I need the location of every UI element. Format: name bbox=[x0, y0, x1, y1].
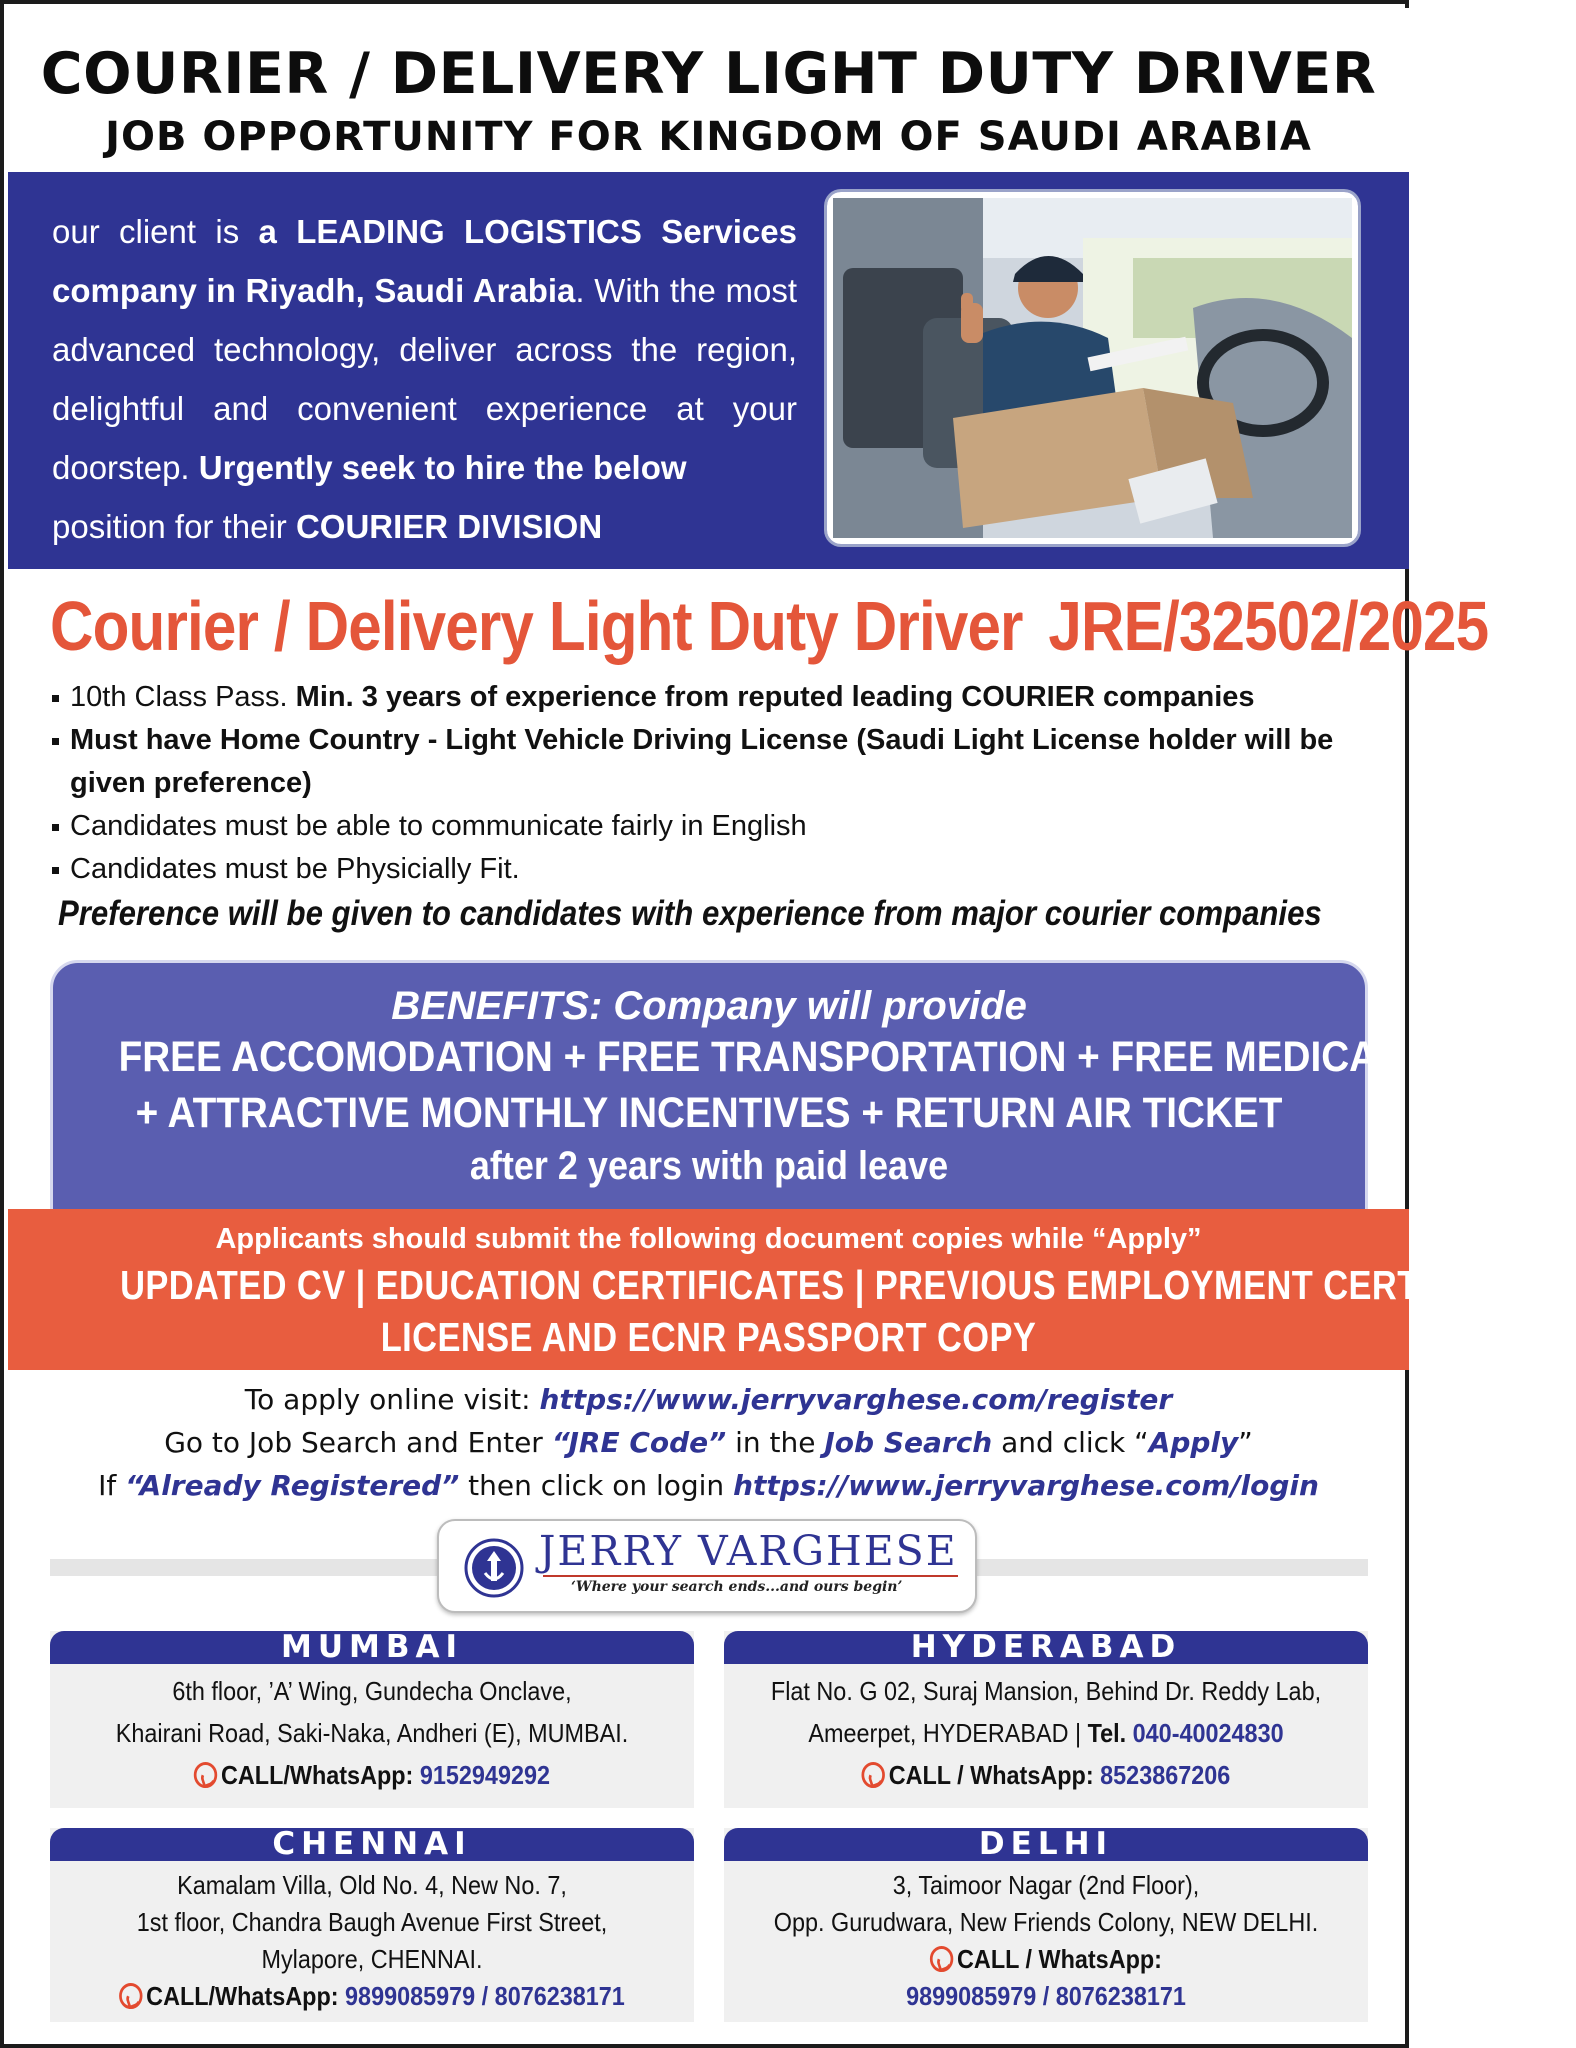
requirement-item: Candidates must be Physicially Fit. bbox=[50, 848, 1380, 891]
documents-heading: Applicants should submit the following document copies while “Apply” bbox=[215, 1223, 1202, 1255]
requirement-text: 10th Class Pass. bbox=[70, 681, 296, 713]
benefits-line: FREE ACCOMODATION + FREE TRANSPORTATION + FREE MEDICAL bbox=[118, 1033, 1401, 1081]
intro-panel bbox=[8, 172, 1409, 569]
office-hyderabad bbox=[724, 1631, 1368, 1808]
intro-part: position for their bbox=[52, 508, 296, 545]
logo-tagline: ‘Where your search ends...and ours begin’ bbox=[571, 1579, 903, 1595]
office-details bbox=[724, 1861, 1368, 2015]
call-label: CALL / WhatsApp: bbox=[957, 1944, 1162, 1974]
office-address: Khairani Road, Saki-Naka, Andheri (E), MUMBAI. bbox=[115, 1718, 629, 1748]
requirement-item bbox=[50, 676, 1380, 719]
requirement-bold: Min. 3 years of experience from reputed leading bbox=[295, 681, 962, 713]
company-logo bbox=[437, 1519, 977, 1613]
apply-text: If bbox=[98, 1469, 126, 1502]
intro-bold: COURIER DIVISION bbox=[295, 508, 603, 545]
office-city: HYDERABAD bbox=[724, 1631, 1368, 1664]
logo-name: JERRY VARGHESE bbox=[539, 1527, 958, 1575]
requirement-item: Must have Home Country - Light Vehicle Driving License (Saudi Light License holder will be given preference) bbox=[50, 719, 1380, 805]
apply-text: To apply online visit: bbox=[244, 1383, 540, 1416]
page-subtitle: JOB OPPORTUNITY FOR KINGDOM OF SAUDI ARABIA bbox=[105, 114, 1312, 160]
apply-line bbox=[8, 1378, 1409, 1421]
benefits-heading: BENEFITS: Company will provide bbox=[391, 984, 1027, 1028]
office-address: Mylapore, CHENNAI. bbox=[261, 1944, 483, 1974]
apply-text: and click “ bbox=[992, 1426, 1149, 1459]
login-link[interactable]: https://www.jerryvarghese.com/login bbox=[733, 1469, 1319, 1502]
benefits-panel bbox=[50, 960, 1401, 1214]
phone-number[interactable]: 9899085979 / 8076238171 bbox=[906, 1981, 1186, 2011]
job-title bbox=[50, 586, 1489, 666]
office-call bbox=[756, 1754, 1336, 1796]
office-details bbox=[724, 1664, 1368, 1796]
whatsapp-icon bbox=[119, 1983, 142, 2009]
logo-rule bbox=[543, 1575, 958, 1577]
benefits-line: after 2 years with paid leave bbox=[469, 1144, 949, 1188]
requirement-bold: companies bbox=[1094, 681, 1255, 713]
apply-emphasis: “Already Registered” bbox=[125, 1469, 460, 1502]
office-address: Opp. Gurudwara, New Friends Colony, NEW DELHI. bbox=[773, 1907, 1319, 1937]
logo-emblem-icon bbox=[463, 1537, 525, 1599]
apply-text: Go to Job Search and Enter bbox=[164, 1426, 552, 1459]
phone-number[interactable]: 8523867206 bbox=[1100, 1760, 1231, 1790]
whatsapp-icon bbox=[194, 1762, 217, 1788]
office-chennai bbox=[50, 1828, 694, 2022]
job-code: JRE/32502/2025 bbox=[1048, 587, 1489, 665]
intro-text bbox=[52, 202, 797, 556]
apply-emphasis: “JRE Code” bbox=[551, 1426, 727, 1459]
apply-emphasis: Job Search bbox=[824, 1426, 993, 1459]
intro-bold: Urgently seek to hire the below bbox=[198, 449, 687, 486]
office-city: DELHI bbox=[724, 1828, 1368, 1861]
apply-line bbox=[8, 1464, 1409, 1507]
requirement-item: Candidates must be able to communicate fairly in English bbox=[50, 805, 1380, 848]
documents-panel bbox=[8, 1209, 1576, 1370]
apply-line bbox=[8, 1421, 1409, 1464]
driver-photo bbox=[827, 192, 1358, 544]
office-call bbox=[82, 1754, 662, 1796]
apply-text: then click on login bbox=[459, 1469, 734, 1502]
call-label: CALL/WhatsApp: bbox=[220, 1760, 420, 1790]
documents-line: UPDATED CV | EDUCATION CERTIFICATES | PREVIOUS EMPLOYMENT CERTIFICATES bbox=[120, 1262, 1576, 1308]
office-details bbox=[50, 1664, 694, 1796]
intro-part: our client is bbox=[52, 213, 259, 250]
preference-note: Preference will be given to candidates with experience from major courier companies bbox=[58, 894, 1322, 933]
call-label: CALL / WhatsApp: bbox=[888, 1760, 1101, 1790]
page-title: COURIER / DELIVERY LIGHT DUTY DRIVER bbox=[40, 41, 1377, 107]
office-city: MUMBAI bbox=[50, 1631, 694, 1664]
office-call-numbers bbox=[756, 1978, 1336, 2015]
office-details bbox=[50, 1861, 694, 2015]
register-link[interactable]: https://www.jerryvarghese.com/register bbox=[539, 1383, 1173, 1416]
office-address: Flat No. G 02, Suraj Mansion, Behind Dr. Reddy Lab, bbox=[770, 1676, 1322, 1706]
office-address: 1st floor, Chandra Baugh Avenue First Street, bbox=[136, 1907, 608, 1937]
job-title-text: Courier / Delivery Light Duty Driver bbox=[50, 587, 1023, 665]
office-address bbox=[756, 1712, 1336, 1754]
phone-number[interactable]: 9899085979 / 8076238171 bbox=[345, 1981, 625, 2011]
documents-line: LICENSE AND ECNR PASSPORT COPY bbox=[380, 1314, 1037, 1360]
office-mumbai bbox=[50, 1631, 694, 1808]
header bbox=[8, 8, 1409, 172]
office-call bbox=[756, 1941, 1336, 1978]
tel-label: Tel. bbox=[1087, 1718, 1133, 1748]
office-city: CHENNAI bbox=[50, 1828, 694, 1861]
address-text: Ameerpet, HYDERABAD | bbox=[808, 1718, 1088, 1748]
tel-number[interactable]: 040-40024830 bbox=[1132, 1718, 1284, 1748]
office-address: 3, Taimoor Nagar (2nd Floor), bbox=[892, 1870, 1200, 1900]
whatsapp-icon bbox=[862, 1762, 885, 1788]
office-call bbox=[82, 1978, 662, 2015]
apply-text: in the bbox=[726, 1426, 825, 1459]
apply-emphasis: Apply bbox=[1148, 1426, 1239, 1459]
office-address: Kamalam Villa, Old No. 4, New No. 7, bbox=[177, 1870, 567, 1900]
apply-instructions bbox=[8, 1378, 1409, 1507]
intro-bold: a LEADING LOGISTICS Services company in Riyadh, Saudi Arabia bbox=[52, 213, 797, 309]
apply-text: ” bbox=[1238, 1426, 1253, 1459]
call-label: CALL/WhatsApp: bbox=[146, 1981, 346, 2011]
requirement-bold: COURIER bbox=[961, 681, 1095, 713]
intro-part: . With the most advanced technology, deliver across the region, delightful and convenient experience at your doorstep. bbox=[52, 272, 797, 486]
phone-number[interactable]: 9152949292 bbox=[419, 1760, 551, 1790]
driver-photo-illustration bbox=[833, 198, 1352, 538]
requirements-list bbox=[50, 676, 1380, 891]
whatsapp-icon bbox=[930, 1946, 953, 1972]
office-address: 6th floor, ’A’ Wing, Gundecha Onclave, bbox=[172, 1676, 572, 1706]
benefits-line: + ATTRACTIVE MONTHLY INCENTIVES + RETURN AIR TICKET bbox=[135, 1089, 1283, 1137]
office-delhi bbox=[724, 1828, 1368, 2022]
